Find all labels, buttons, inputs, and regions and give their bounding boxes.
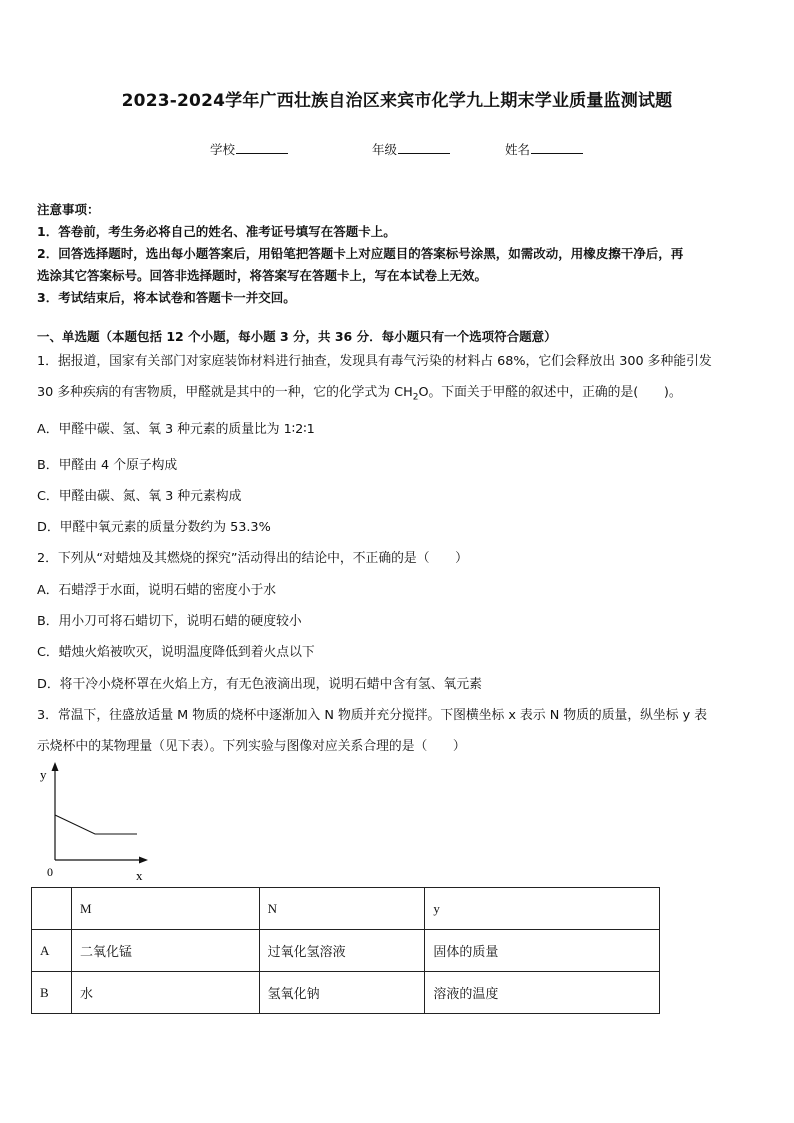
table-cell: 过氧化氢溶液 xyxy=(259,930,425,972)
notice-item: 选涂其它答案标号。回答非选择题时，将答案写在答题卡上，写在本试卷上无效。 xyxy=(37,268,488,283)
x-axis-arrow xyxy=(139,857,148,864)
q1-option-a: A．甲醛中碳、氢、氧 3 种元素的质量比为 1∶2∶1 xyxy=(37,422,315,437)
table-cell: 水 xyxy=(71,972,259,1014)
notice-item: 2．回答选择题时，选出每小题答案后，用铅笔把答题卡上对应题目的答案标号涂黑，如需改动，用橡皮擦干净后，再 xyxy=(37,246,684,261)
table-cell: 固体的质量 xyxy=(425,930,660,972)
q3-table xyxy=(31,887,660,1014)
y-axis-label: y xyxy=(40,767,47,782)
q3-stem-line2: 示烧杯中的某物理量（见下表）。下列实验与图像对应关系合理的是（ ） xyxy=(37,739,466,754)
grade-blank xyxy=(398,141,450,154)
table-header-cell: y xyxy=(425,888,660,930)
table-cell: B xyxy=(32,972,72,1014)
table-row xyxy=(32,930,660,972)
q3-graph xyxy=(30,760,160,885)
name-field xyxy=(505,140,583,158)
q2-option-d: D．将干冷小烧杯罩在火焰上方，有无色液滴出现，说明石蜡中含有氢、氧元素 xyxy=(37,677,482,692)
table-cell: A xyxy=(32,930,72,972)
table-header-row xyxy=(32,888,660,930)
origin-label: 0 xyxy=(47,865,53,879)
table-cell: 溶液的温度 xyxy=(425,972,660,1014)
q1-option-d: D．甲醛中氧元素的质量分数约为 53.3% xyxy=(37,520,271,535)
table-cell: 二氧化锰 xyxy=(71,930,259,972)
q2-option-b: B．用小刀可将石蜡切下，说明石蜡的硬度较小 xyxy=(37,614,302,629)
table-cell: 氢氧化钠 xyxy=(259,972,425,1014)
table-row xyxy=(32,972,660,1014)
q1-stem-line1: 1．据报道，国家有关部门对家庭装饰材料进行抽查，发现具有毒气污染的材料占 68%，它们会释放出 300 多种能引发 xyxy=(37,354,712,369)
name-label: 姓名 xyxy=(505,142,531,157)
school-label: 学校 xyxy=(210,142,236,157)
grade-field xyxy=(372,140,450,158)
notice-item: 3．考试结束后，将本试卷和答题卡一并交回。 xyxy=(37,290,296,305)
q2-option-c: C．蜡烛火焰被吹灭，说明温度降低到着火点以下 xyxy=(37,645,315,660)
notice-item: 1．答卷前，考生务必将自己的姓名、准考证号填写在答题卡上。 xyxy=(37,224,396,239)
notice-block xyxy=(37,199,683,309)
formula-subscript: 2 xyxy=(412,392,419,403)
q2-stem: 2．下列从“对蜡烛及其燃烧的探究”活动得出的结论中，不正确的是（ ） xyxy=(37,551,468,566)
x-axis-label: x xyxy=(136,868,143,883)
school-blank xyxy=(236,141,288,154)
q2-option-a: A．石蜡浮于水面，说明石蜡的密度小于水 xyxy=(37,583,277,598)
y-axis-arrow xyxy=(52,762,59,771)
graph-curve xyxy=(55,815,137,834)
page-title: 2023-2024学年广西壮族自治区来宾市化学九上期末学业质量监测试题 xyxy=(121,91,673,111)
section-heading: 一、单选题（本题包括 12 个小题，每小题 3 分，共 36 分．每小题只有一个选项符合题意） xyxy=(37,329,557,344)
q1-stem-line2: 30 多种疾病的有害物质，甲醛就是其中的一种，它的化学式为 $CH_2O$。下面关于甲醛的叙述中，正确的是( )。 xyxy=(37,385,682,403)
notice-heading: 注意事项： xyxy=(37,202,100,217)
name-blank xyxy=(531,141,583,154)
q1-option-c: C．甲醛由碳、氮、氧 3 种元素构成 xyxy=(37,489,242,504)
school-field xyxy=(210,140,288,158)
table-header-cell xyxy=(32,888,72,930)
q1-option-b: B．甲醛由 4 个原子构成 xyxy=(37,458,178,473)
q3-stem-line1: 3．常温下，往盛放适量 M 物质的烧杯中逐渐加入 N 物质并充分搅拌。下图横坐标 x 表示 N 物质的质量，纵坐标 y 表 xyxy=(37,708,708,723)
table-header-cell: M xyxy=(71,888,259,930)
grade-label: 年级 xyxy=(372,142,398,157)
table-header-cell: N xyxy=(259,888,425,930)
